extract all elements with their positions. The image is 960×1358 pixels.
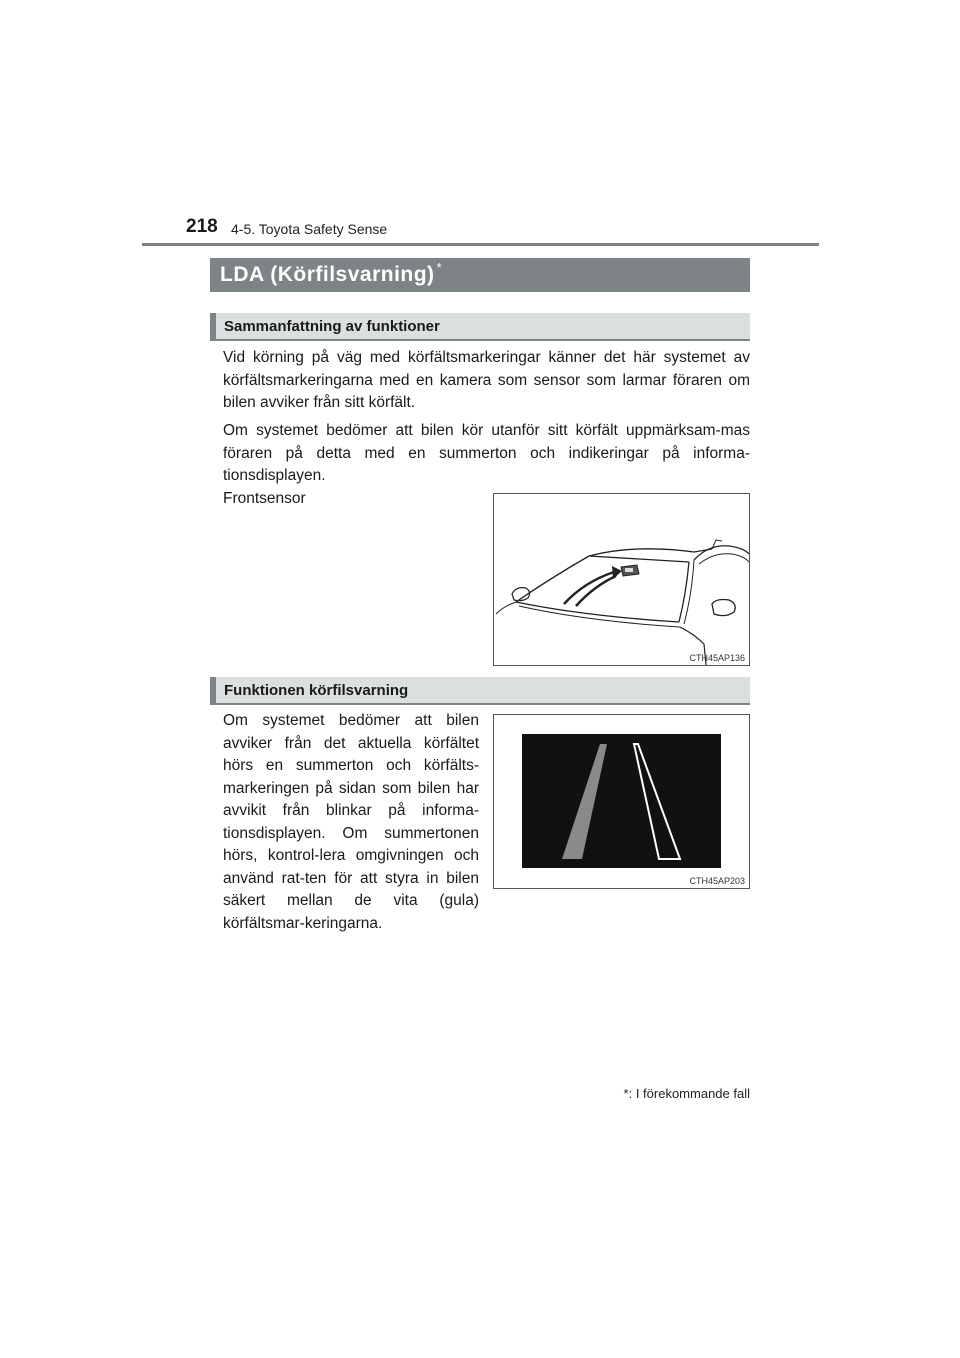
section-label: 4-5. Toyota Safety Sense xyxy=(231,221,388,237)
front-sensor-figure xyxy=(493,493,750,666)
lane-warning-paragraph: Om systemet bedömer att bilen avviker från det aktuella körfältet hörs en summerton och körfälts-markeringen på sidan som bilen har avvikit från blinkar på informa-tionsdisplayen. Om summertonen hörs, kontrol-lera omgivningen och använd rat-ten för att styra in bilen säkert mellan de vita (gula) körfältsmar-keringarna. xyxy=(223,712,479,932)
figure-code: CTH45AP203 xyxy=(689,876,745,886)
page-title xyxy=(210,258,750,292)
title-footnote-mark: * xyxy=(436,259,442,275)
header-rule xyxy=(142,243,819,246)
page-number: 218 xyxy=(186,216,218,237)
subheading-summary: Sammanfattning av funktioner xyxy=(210,313,750,341)
windshield-camera-illustration xyxy=(494,494,749,665)
footnote: *: I förekommande fall xyxy=(623,1086,750,1101)
figure-caption-frontsensor: Frontsensor xyxy=(223,490,306,507)
figure-code: CTH45AP136 xyxy=(689,653,745,663)
lane-departure-display-illustration xyxy=(494,715,749,888)
page-title-text: LDA (Körfilsvarning) xyxy=(220,263,435,286)
summary-paragraph-1: Vid körning på väg med körfältsmarkeringar känner det här systemet av körfältsmarkeringarna med en kamera som sensor som larmar föraren om bilen avviker från sitt körfält. xyxy=(223,349,750,411)
summary-paragraph-2: Om systemet bedömer att bilen kör utanför sitt körfält uppmärksam-mas föraren på detta med en summerton och indikeringar på informa-tionsdisplayen. xyxy=(223,422,750,484)
lane-display-figure xyxy=(493,714,750,889)
subheading-lane-warning: Funktionen körfilsvarning xyxy=(210,677,750,705)
